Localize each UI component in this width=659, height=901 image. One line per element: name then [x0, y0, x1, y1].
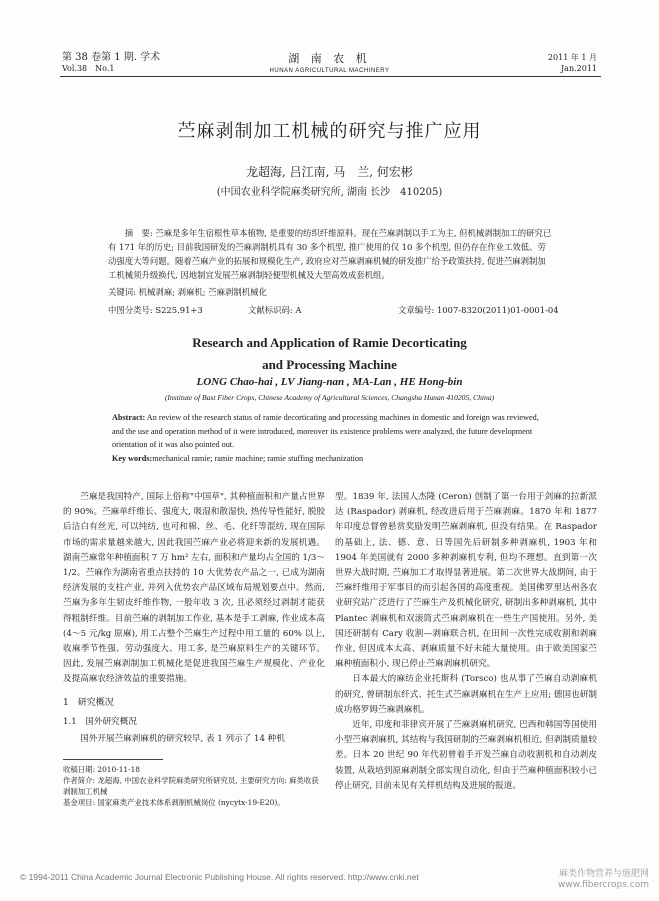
issue-date	[548, 52, 597, 74]
authors-en: LONG Chao-hai , LV Jiang-nan , MA-Lan , HE Hong-bin	[196, 376, 463, 388]
document-code: 文献标识码: A	[248, 305, 302, 315]
abstract-en-text: An review of the research status of ramie decorticating and processing machines in domestic and foreign was reviewed, and the use and operation method of it were introduced, moreover its existence problems were analyzed, the future development orientation of it was also pointed out.	[112, 413, 539, 449]
body-paragraph: 苎麻是我国特产, 国际上俗称"中国草", 其种植面积和产量占世界的 90%。苎麻单纤维长、强度大, 吸湿和散湿快, 热传导性能好, 脱胶后洁白有丝光, 可以纯纺, 也可和棉、丝、毛、化纤等混纺, 现在国际市场的需求量越来越大, 因此我国苎麻产业必将迎来新的发展机遇。湖南苎麻常年种植面积 7 万 hm² 左右, 面积和产量均占全国的 1/3～1/2。苎麻作为湖南省重点扶持的 10 大优势农产品之一, 已成为湖南经济发展的支柱产业, 并列入优势农产品区域布局规划要点中。然而, 苎麻为多年生韧皮纤维作物, 一般年收 3 次, 且必须经过剥制才能获得粗制纤维。目前苎麻的剥制加工作业, 基本是手工剥麻, 作业成本高 (4～5 元/kg 原麻), 用工占整个苎麻生产过程中用工量的 60% 以上, 收麻季节性强、劳动强度大、用工多, 是苎麻原料生产的关键环节。因此, 发展苎麻剥制加工机械化是促进我国苎麻生产规模化、产业化及提高麻农经济效益的重要措施。	[63, 492, 325, 685]
authors-cn: 龙超海, 吕江南, 马 兰, 何宏彬	[246, 165, 413, 179]
paper-title-en-line1: Research and Application of Ramie Decorticating	[192, 335, 467, 350]
watermark-line2: www.fibercrops.com	[558, 880, 649, 890]
footnote-rule	[63, 759, 163, 760]
paper-title-en	[0, 332, 659, 376]
keywords-en-label: Key words:	[112, 453, 153, 463]
section-heading: 1 研究概况	[63, 697, 114, 708]
watermark-line1: 麻类作物营养与施肥网	[558, 869, 649, 879]
body-paragraph: 型。1839 年, 法国人杰隆 (Ceron) 创制了第一台用于剑麻的拉新派达 (Raspador) 剥麻机, 经改进后用于苎麻剥麻。1870 年和 1877 年印度总督曾悬赏奖励发明苎麻剥麻机, 但没有结果。在 Raspador 的基础上, 法、德、意、日等国先后研制多种剥麻机, 1903 年和 1904 年美国就有 2000 多种剥麻机专利, 但均不理想。直到第一次世界大战时期, 苎麻加工才取得显著进展。第二次世界大战期间, 由于苎麻纤维用于军事目的而引起各国的高度重视。美国佛罗里达州各农业研究站广泛进行了苎麻生产及机械化研究, 研制出多种剥麻机, 其中 Plantec 剥麻机和双滚筒式苎麻剥麻机在一些生产国使用。另外, 美国还研制有 Cary 收割—剥麻联合机, 在田间一次性完成收割和剥麻作业, 但因成本太高、剥麻质量不好未能大量使用。由于欧美国家苎麻种植面积小, 现已停止苎麻剥麻机研究。	[335, 492, 597, 670]
journal-name-en: HUNAN AGRICULTURAL MACHINERY	[269, 68, 390, 74]
watermark	[558, 869, 649, 891]
volume-cn: 第 38 卷第 1 期. 学术	[62, 52, 161, 63]
author-bio: 作者简介: 龙超海, 中国农业科学院麻类研究所研究员, 主要研究方向: 麻类收获剥制加工机械	[63, 776, 319, 796]
body-paragraph: 近年, 印度和菲律宾开展了苎麻剥麻机研究, 巴西和韩国等国使用小型苎麻剥麻机, 其结构与我国研制的苎麻剥麻机相近, 但剥制质量较差。日本 20 世纪 90 年代初曾着手开发苎麻自动收割机和自动剥皮装置, 从栽培到原麻剥制全部实现自动化, 但由于苎麻种植面积较小已停止研究, 目前未见有关样机结构及进展的报道。	[335, 720, 597, 791]
abstract-cn: 摘 要: 苎麻是多年生宿根性草本植物, 是重要的纺织纤维原料。现在苎麻剥制以手工为主, 但机械剥制加工的研究已有 171 年的历史; 目前我国研发的苎麻剥制机具有 30 多个机型, 推广使用的仅 10 多个机型, 但仍存在作业工效低、劳动强度大等问题。随着苎麻产业的拓展和规模化生产, 政府应对苎麻剥麻机械的研发推广给予政策扶持, 促进苎麻剥制加工机械须升级换代, 因地制宜发展苎麻剥制轻便型机械及大型高效成套机组。	[108, 228, 552, 280]
keywords-en-text: mechanical ramie; ramie machine; ramie stuffing mechanization	[152, 453, 364, 463]
journal-name-cn: 湖 南 农 机	[288, 52, 371, 65]
body-right-column	[335, 490, 597, 794]
keywords-cn: 关键词: 机械剥麻; 剥麻机; 苎麻剥制机械化	[108, 287, 267, 297]
affiliation-cn: (中国农业科学院麻类研究所, 湖南 长沙 410205)	[216, 187, 443, 198]
subsection-heading: 1.1 国外研究概况	[63, 716, 137, 727]
volume-en: Vol.38 No.1	[62, 64, 115, 73]
article-number: 文章编号: 1007-8320(2011)01-0001-04	[398, 305, 559, 315]
footnote	[63, 764, 325, 808]
paper-title-en-line2: and Processing Machine	[262, 357, 397, 372]
body-left-column	[63, 490, 325, 747]
clc-number: 中图分类号: S225.91+3	[108, 305, 203, 315]
abstract-en	[112, 411, 552, 465]
abstract-en-label: Abstract:	[112, 413, 146, 422]
header-rule	[60, 76, 601, 77]
copyright-footer: © 1994-2011 China Academic Journal Electronic Publishing House. All rights reserved. http://www.cnki.net	[20, 872, 419, 882]
paper-title-cn: 苎麻剥制加工机械的研究与推广应用	[177, 121, 482, 142]
received-date: 收稿日期: 2010-11-18	[63, 765, 141, 774]
issue-date-en: Jan.2011	[560, 64, 597, 73]
body-paragraph: 日本最大的麻纺企业托斯科 (Torsco) 也从事了苎麻自动剥麻机的研究, 曾研制东纤式、托生式苎麻剥麻机在生产上应用; 德国也研制成功格罗姆苎麻剥麻机。	[335, 674, 597, 715]
fund-info: 基金项目: 国家麻类产业技术体系剥制机械岗位 (nycytx-19-E20)。	[63, 798, 285, 807]
affiliation-en: (Institute of Bast Fiber Crops, Chinese Academy of Agricultural Sciences, Changsha Hunan 410205, China)	[164, 393, 495, 402]
body-paragraph: 国外开展苎麻剥麻机的研究较早, 表 1 列示了 14 种机	[80, 734, 285, 745]
issue-date-cn: 2011 年 1 月	[547, 53, 597, 62]
